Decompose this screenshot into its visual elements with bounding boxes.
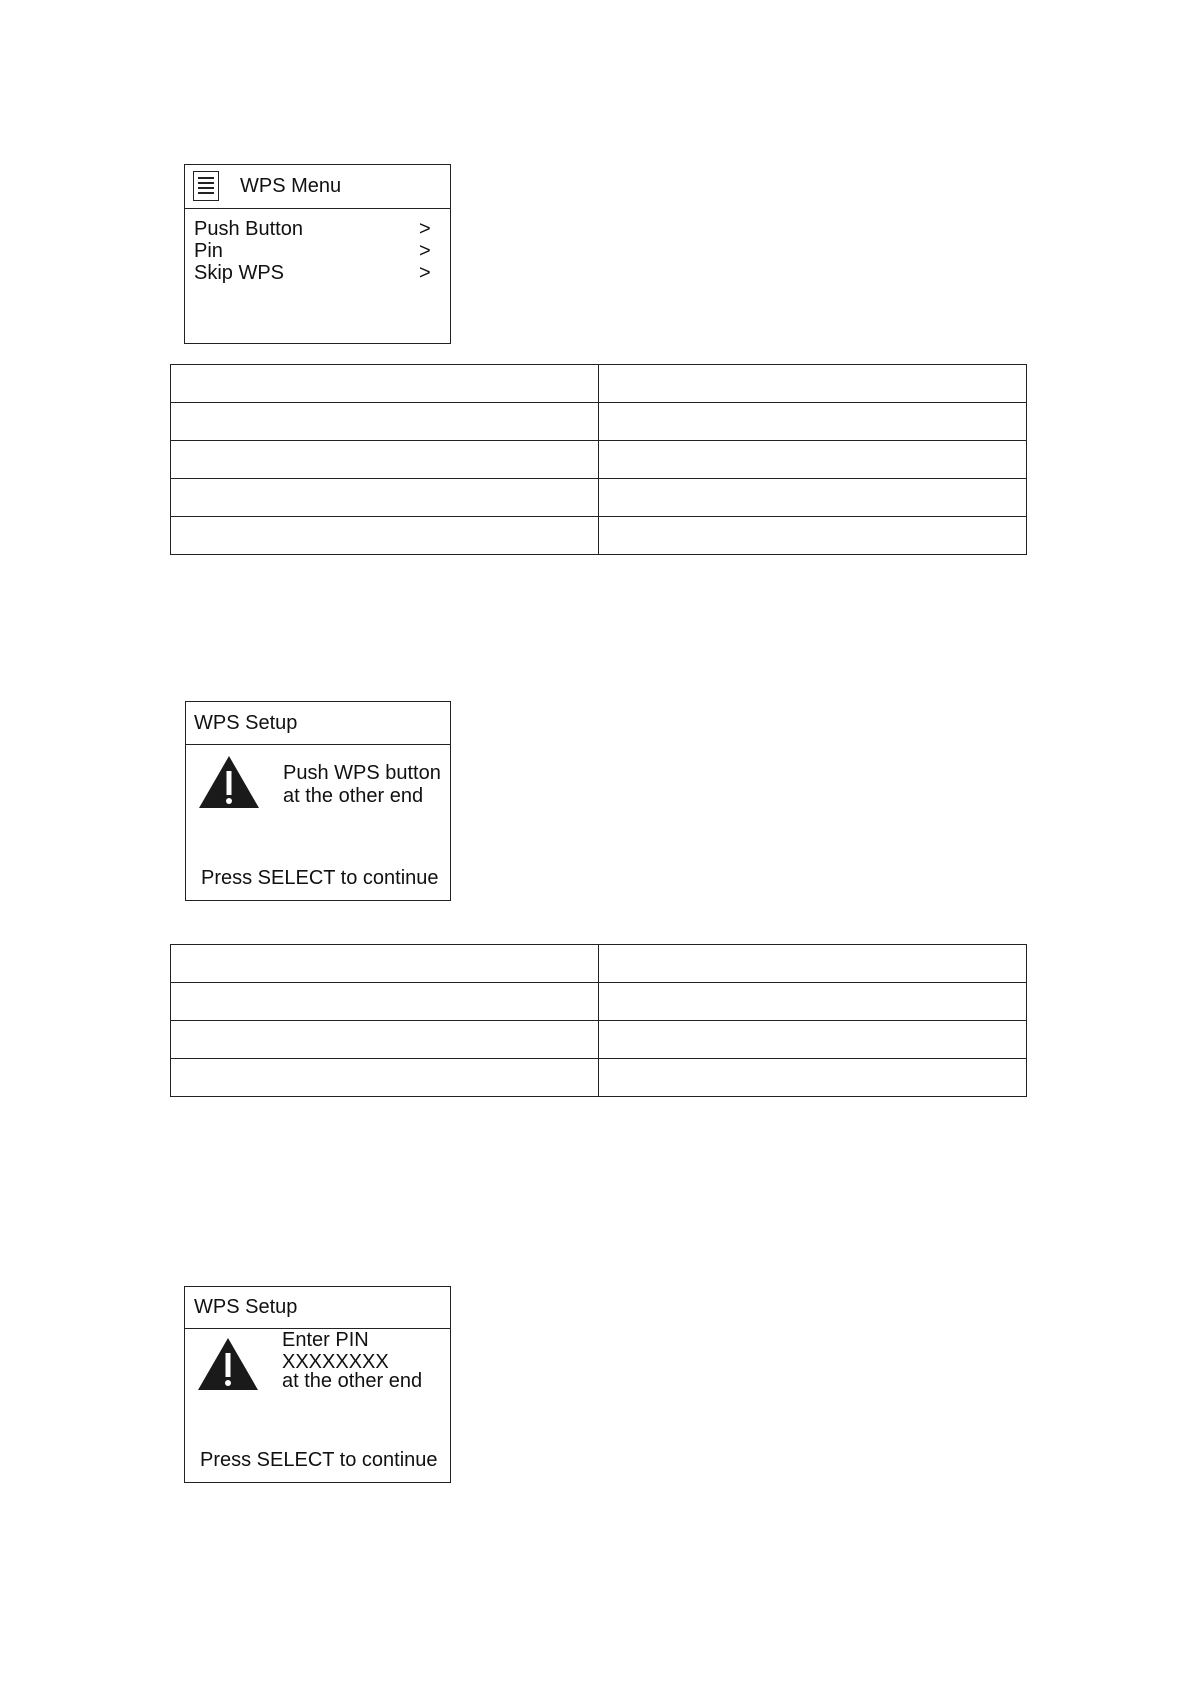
menu-item-push-button[interactable]: Push Button (194, 218, 303, 240)
table-cell (599, 945, 1027, 983)
wps-setup-pin-header (185, 1287, 450, 1329)
wps-menu-title: WPS Menu (240, 175, 342, 197)
table-cell (171, 403, 599, 441)
wps-menu-screen (184, 164, 451, 344)
wps-menu-header (185, 165, 450, 209)
wps-setup-title: WPS Setup (194, 712, 298, 734)
warning-icon (197, 754, 261, 810)
pin-message-line3: at the other end (282, 1370, 423, 1392)
table-cell (599, 517, 1027, 555)
push-message-line1: Push WPS button (283, 762, 441, 784)
table-cell (599, 365, 1027, 403)
table-cell (171, 1059, 599, 1097)
warning-icon (196, 1336, 260, 1392)
menu-item-pin[interactable]: Pin (194, 240, 223, 262)
wps-setup-push-screen (185, 701, 451, 901)
table-cell (599, 1059, 1027, 1097)
menu-item-push-button-arrow: > (419, 218, 431, 240)
table-cell (171, 365, 599, 403)
table-row (171, 441, 1027, 479)
table-cell (171, 1021, 599, 1059)
pin-code: XXXXXXXX (282, 1351, 389, 1373)
table-cell (171, 945, 599, 983)
table-cell (171, 479, 599, 517)
table-row (171, 517, 1027, 555)
table-cell (599, 1021, 1027, 1059)
table-row (171, 479, 1027, 517)
table-row (171, 983, 1027, 1021)
push-message-line2: at the other end (283, 785, 424, 807)
table-cell (599, 441, 1027, 479)
wps-setup-header (186, 702, 450, 745)
table-cell (171, 517, 599, 555)
table-cell (599, 403, 1027, 441)
table-1 (170, 364, 1027, 555)
table-row (171, 1059, 1027, 1097)
table-cell (599, 479, 1027, 517)
table-row (171, 945, 1027, 983)
table-row (171, 1021, 1027, 1059)
menu-list-icon (193, 171, 219, 201)
table-row (171, 403, 1027, 441)
menu-item-pin-arrow: > (419, 240, 431, 262)
menu-item-skip-wps[interactable]: Skip WPS (194, 262, 285, 284)
pin-message-line1: Enter PIN (282, 1329, 369, 1351)
pin-footer: Press SELECT to continue (200, 1449, 438, 1471)
menu-item-skip-wps-arrow: > (419, 262, 431, 284)
table-2 (170, 944, 1027, 1097)
wps-setup-pin-screen (184, 1286, 451, 1483)
table-row (171, 365, 1027, 403)
table-cell (599, 983, 1027, 1021)
wps-setup-pin-title: WPS Setup (194, 1296, 298, 1318)
table-cell (171, 441, 599, 479)
table-cell (171, 983, 599, 1021)
push-footer: Press SELECT to continue (201, 867, 439, 889)
